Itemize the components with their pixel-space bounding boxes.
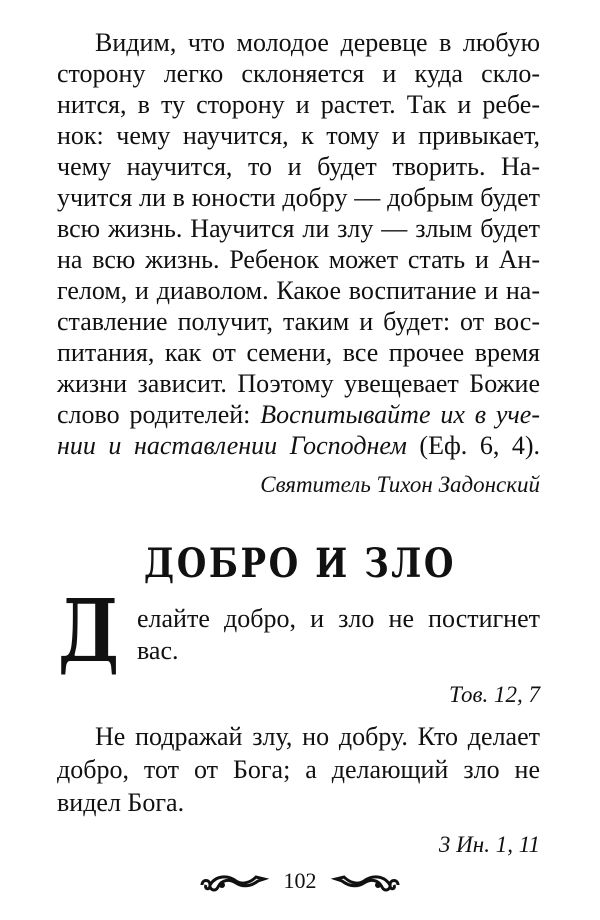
line-text: ставление получит, таким и будет: от вос- xyxy=(57,307,540,336)
quote-line xyxy=(57,59,540,89)
scripture-quote-text: нии и наставлении Господнем xyxy=(57,431,407,460)
verse-reference: Тов. 12, 7 xyxy=(449,682,540,707)
quote-line xyxy=(57,245,540,275)
quote-line xyxy=(57,400,540,430)
verse-line: видел Бога. xyxy=(57,788,185,817)
line-text: (Еф. 6, 4). xyxy=(406,431,540,460)
quote-attribution: Святитель Тихон Задонский xyxy=(260,472,540,497)
quote-line xyxy=(57,90,540,120)
verse-line: добро, тот от Бога; а делающий зло не xyxy=(57,755,540,784)
quote-line xyxy=(57,338,540,368)
verse-reference: 3 Ин. 1, 11 xyxy=(438,832,540,857)
line-text: чему научится, то и будет творить. На- xyxy=(57,152,540,181)
line-text: на всю жизнь. Ребенок может стать и Ан- xyxy=(57,245,540,274)
quote-line xyxy=(57,369,540,399)
line-text: питания, как от семени, все прочее время xyxy=(57,338,540,367)
line-text: жизни зависит. Поэтому увещевает Божие xyxy=(57,369,540,398)
verse-line: Не подражай злу, но добру. Кто делает xyxy=(95,722,540,751)
verse-line: елайте добро, и зло не постигнет xyxy=(137,604,540,633)
quote-line xyxy=(57,214,540,244)
quote-line xyxy=(57,152,540,182)
line-text: нится, в ту сторону и растет. Так и ребе- xyxy=(57,90,540,119)
drop-cap: Д xyxy=(58,581,120,682)
line-text: сторону легко склоняется и куда скло- xyxy=(57,59,540,88)
line-text: гелом, и диаволом. Какое воспитание и на- xyxy=(57,276,540,305)
section-title: ДОБРО И ЗЛО xyxy=(143,540,457,587)
page-footer xyxy=(0,866,600,896)
left-ornament-icon xyxy=(198,869,278,897)
line-text: всю жизнь. Научится ли злу — злым будет xyxy=(57,214,540,243)
quote-line xyxy=(57,276,540,306)
line-text: учится ли в юности добру — добрым будет xyxy=(57,183,540,212)
line-text: нок: чему научится, к тому и привыкает, xyxy=(57,121,540,150)
verse-line: вас. xyxy=(137,636,179,665)
quote-line xyxy=(57,431,540,461)
quote-line xyxy=(57,121,540,151)
line-text: слово родителей: xyxy=(57,400,261,429)
scripture-quote-text: Воспитывайте их в уче- xyxy=(260,400,541,429)
line-text: Видим, что молодое деревце в любую xyxy=(95,28,540,57)
quote-line xyxy=(57,183,540,213)
right-ornament-icon xyxy=(322,869,402,897)
page-number: 102 xyxy=(283,868,317,893)
quote-line xyxy=(57,28,540,58)
quote-line xyxy=(57,307,540,337)
